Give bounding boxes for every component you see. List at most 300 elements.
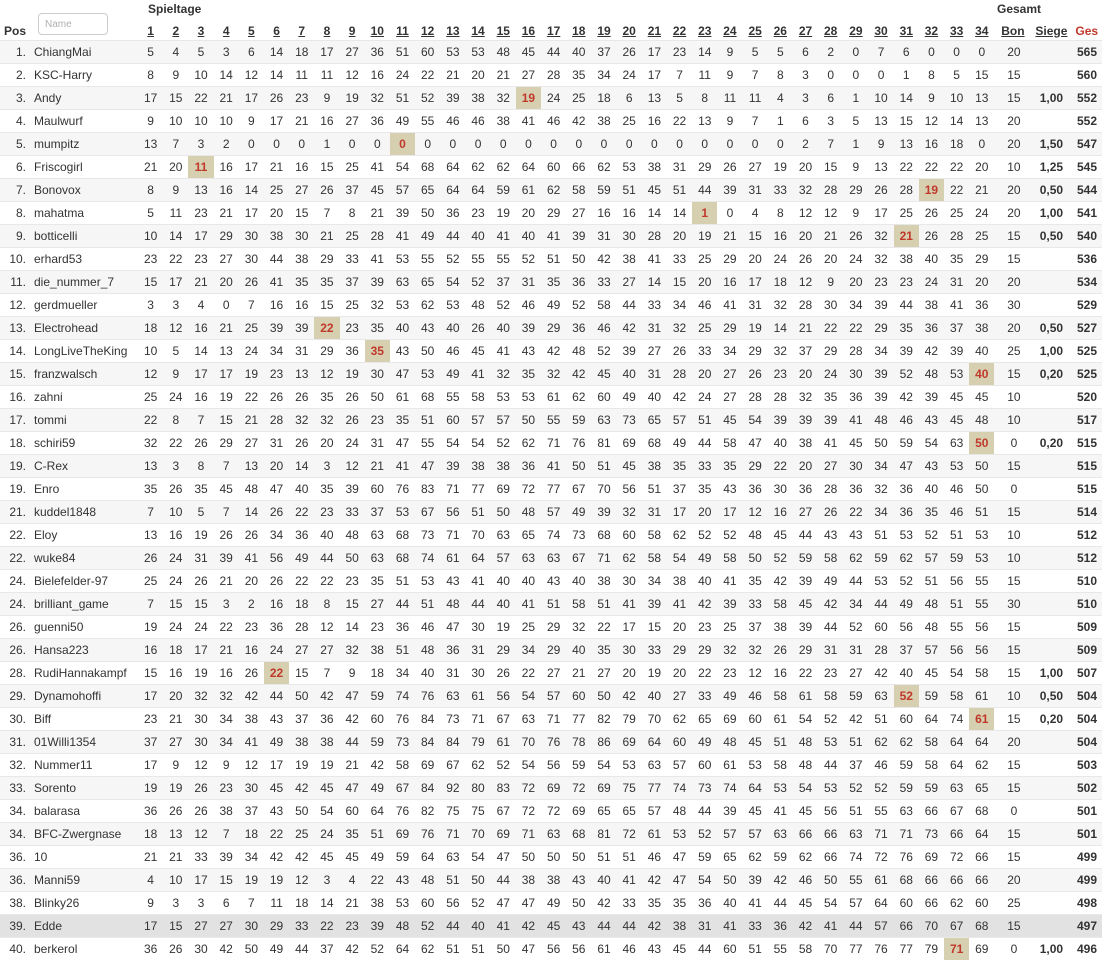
matchday-cell: 26 (919, 201, 944, 224)
matchday-cell: 43 (264, 707, 289, 730)
matchday-cell: 53 (944, 362, 969, 385)
matchday-cell: 35 (516, 362, 541, 385)
matchday-cell: 0 (591, 132, 616, 155)
wins-value (1031, 247, 1071, 270)
matchday-cell: 52 (415, 86, 440, 109)
matchday-cell: 29 (214, 224, 239, 247)
matchday-header-12[interactable]: 12 (421, 23, 435, 38)
matchday-header-5[interactable]: 5 (248, 23, 255, 38)
matchday-cell: 48 (390, 914, 415, 937)
matchday-header-13[interactable]: 13 (446, 23, 460, 38)
matchday-cell: 47 (415, 454, 440, 477)
matchday-cell: 8 (314, 592, 339, 615)
matchday-cell: 16 (188, 316, 213, 339)
matchday-cell: 43 (919, 454, 944, 477)
row-position: 15. (0, 362, 34, 385)
matchday-cell: 26 (188, 431, 213, 454)
matchday-cell: 38 (491, 109, 516, 132)
matchday-cell: 81 (591, 822, 616, 845)
matchday-cell: 47 (667, 868, 692, 891)
matchday-cell: 34 (264, 523, 289, 546)
matchday-cell: 20 (793, 155, 818, 178)
matchday-cell: 49 (415, 224, 440, 247)
matchday-cell: 25 (692, 247, 717, 270)
player-name: 10 (34, 845, 138, 868)
matchday-cell: 29 (818, 339, 843, 362)
matchday-cell: 8 (919, 63, 944, 86)
matchday-header-17[interactable]: 17 (546, 23, 561, 38)
matchday-cell: 27 (163, 730, 188, 753)
matchday-cell: 57 (491, 408, 516, 431)
matchday-cell: 3 (214, 592, 239, 615)
matchday-cell: 61 (491, 730, 516, 753)
matchday-cell: 17 (138, 914, 163, 937)
matchday-cell: 39 (440, 454, 465, 477)
matchday-cell: 12 (289, 868, 314, 891)
matchday-cell: 41 (465, 569, 490, 592)
matchday-cell: 37 (743, 615, 768, 638)
wins-value (1031, 546, 1071, 569)
wins-value: 1,50 (1031, 132, 1071, 155)
matchday-cell: 28 (667, 362, 692, 385)
matchday-cell: 20 (516, 201, 541, 224)
matchday-cell: 0 (365, 132, 390, 155)
matchday-header-7[interactable]: 7 (298, 23, 306, 38)
matchday-header-34[interactable]: 34 (975, 23, 989, 38)
matchday-cell: 83 (491, 776, 516, 799)
matchday-cell: 2 (239, 592, 264, 615)
matchday-cell: 39 (717, 178, 742, 201)
matchday-header-25[interactable]: 25 (748, 23, 762, 38)
matchday-cell: 59 (692, 845, 717, 868)
matchday-header-2[interactable]: 2 (172, 23, 180, 38)
matchday-header-19[interactable]: 19 (597, 23, 611, 38)
matchday-cell: 13 (289, 362, 314, 385)
row-position: 8. (0, 201, 34, 224)
matchday-cell: 52 (365, 937, 390, 960)
matchday-cell: 6 (894, 40, 919, 63)
matchday-header-6[interactable]: 6 (273, 23, 280, 38)
matchday-cell: 50 (868, 431, 893, 454)
matchday-cell: 26 (793, 247, 818, 270)
matchday-cell: 74 (667, 776, 692, 799)
bonus-value: 20 (994, 316, 1031, 339)
player-name: 01Willi1354 (34, 730, 138, 753)
matchday-cell: 18 (768, 270, 793, 293)
matchday-cell: 26 (264, 385, 289, 408)
matchday-header-31[interactable]: 31 (899, 23, 913, 38)
matchday-cell: 47 (340, 684, 365, 707)
matchday-cell: 26 (264, 569, 289, 592)
matchday-cell: 29 (541, 201, 566, 224)
table-row (0, 592, 1102, 615)
matchday-cell: 73 (415, 523, 440, 546)
matchday-cell: 36 (894, 500, 919, 523)
row-position: 22. (0, 523, 34, 546)
matchday-cell: 46 (591, 316, 616, 339)
matchday-header-1[interactable]: 1 (147, 23, 154, 38)
matchday-cell: 74 (717, 776, 742, 799)
matchday-cell: 25 (969, 224, 994, 247)
matchday-cell: 63 (541, 546, 566, 569)
player-name: BFC-Zwergnase (34, 822, 138, 845)
matchday-cell: 65 (617, 799, 642, 822)
header-row (0, 17, 1102, 40)
matchday-header-29[interactable]: 29 (849, 23, 863, 38)
matchday-header-18[interactable]: 18 (572, 23, 586, 38)
total-points: 504 (1071, 707, 1102, 730)
wins-value (1031, 109, 1071, 132)
matchday-cell: 15 (969, 63, 994, 86)
matchday-cell: 57 (868, 914, 893, 937)
wins-value (1031, 615, 1071, 638)
matchday-cell: 57 (541, 684, 566, 707)
matchday-cell: 15 (314, 155, 339, 178)
matchday-cell: 56 (541, 753, 566, 776)
matchday-cell: 50 (591, 684, 616, 707)
matchday-cell: 41 (617, 868, 642, 891)
matchday-cell: 76 (894, 845, 919, 868)
matchday-cell: 27 (214, 247, 239, 270)
matchday-cell: 64 (919, 707, 944, 730)
matchday-header-22[interactable]: 22 (672, 23, 687, 38)
matchday-cell: 28 (843, 339, 868, 362)
matchday-cell: 50 (566, 845, 591, 868)
matchday-cell: 66 (944, 868, 969, 891)
matchday-cell: 70 (465, 523, 490, 546)
matchday-cell: 47 (390, 362, 415, 385)
matchday-cell: 39 (214, 845, 239, 868)
wins-value (1031, 63, 1071, 86)
matchday-cell: 23 (138, 707, 163, 730)
matchday-cell: 92 (440, 776, 465, 799)
matchday-cell: 47 (894, 454, 919, 477)
best-matchday-cell: 1 (692, 201, 717, 224)
matchday-cell: 36 (843, 385, 868, 408)
matchday-cell: 36 (768, 914, 793, 937)
matchday-cell: 53 (868, 569, 893, 592)
wins-value: 0,20 (1031, 431, 1071, 454)
matchday-cell: 22 (365, 868, 390, 891)
matchday-cell: 31 (465, 638, 490, 661)
matchday-cell: 37 (365, 500, 390, 523)
matchday-cell: 55 (969, 592, 994, 615)
matchday-cell: 32 (314, 408, 339, 431)
matchday-cell: 26 (214, 523, 239, 546)
matchday-cell: 39 (617, 339, 642, 362)
matchday-header-28[interactable]: 28 (824, 23, 838, 38)
matchday-cell: 58 (566, 178, 591, 201)
matchday-header-14[interactable]: 14 (471, 23, 485, 38)
matchday-cell: 44 (692, 431, 717, 454)
matchday-cell: 48 (919, 362, 944, 385)
row-position: 16. (0, 385, 34, 408)
matchday-cell: 36 (365, 109, 390, 132)
matchday-cell: 70 (919, 914, 944, 937)
matchday-cell: 62 (868, 730, 893, 753)
wins-value: 0,50 (1031, 178, 1071, 201)
matchday-cell: 75 (440, 799, 465, 822)
table-row (0, 891, 1102, 914)
matchday-cell: 12 (314, 362, 339, 385)
matchday-cell: 66 (969, 845, 994, 868)
row-position: 26. (0, 615, 34, 638)
matchday-cell: 24 (239, 339, 264, 362)
matchday-header-24[interactable]: 24 (723, 23, 737, 38)
wins-value (1031, 500, 1071, 523)
matchday-cell: 21 (214, 638, 239, 661)
matchday-cell: 40 (566, 569, 591, 592)
matchday-cell: 54 (944, 661, 969, 684)
ges-header[interactable]: Ges (1075, 23, 1099, 38)
matchday-header-9[interactable]: 9 (348, 23, 356, 38)
matchday-cell: 53 (390, 293, 415, 316)
matchday-cell: 42 (591, 891, 616, 914)
matchday-cell: 33 (692, 454, 717, 477)
matchday-cell: 52 (465, 891, 490, 914)
matchday-cell: 58 (566, 592, 591, 615)
matchday-header-4[interactable]: 4 (222, 23, 230, 38)
matchday-cell: 21 (214, 569, 239, 592)
matchday-cell: 52 (465, 270, 490, 293)
matchday-cell: 30 (239, 914, 264, 937)
matchday-cell: 30 (289, 224, 314, 247)
table-row (0, 155, 1102, 178)
matchday-cell: 72 (566, 776, 591, 799)
matchday-header-3[interactable]: 3 (197, 23, 205, 38)
player-name: guenni50 (34, 615, 138, 638)
bonus-value: 10 (994, 155, 1031, 178)
row-position: 30. (0, 707, 34, 730)
matchday-cell: 21 (440, 63, 465, 86)
matchday-cell: 43 (843, 523, 868, 546)
matchday-cell: 63 (541, 822, 566, 845)
matchday-header-30[interactable]: 30 (874, 23, 888, 38)
matchday-cell: 48 (919, 615, 944, 638)
player-name: Friscogirl (34, 155, 138, 178)
matchday-cell: 26 (818, 500, 843, 523)
table-row (0, 408, 1102, 431)
name-filter-input[interactable] (38, 13, 108, 35)
matchday-cell: 21 (138, 845, 163, 868)
siege-header[interactable]: Siege (1035, 23, 1068, 38)
matchday-cell: 46 (868, 753, 893, 776)
matchday-cell: 21 (289, 109, 314, 132)
matchday-header-16[interactable]: 16 (521, 23, 536, 38)
matchday-header-20[interactable]: 20 (622, 23, 636, 38)
row-position: 4. (0, 109, 34, 132)
matchday-cell: 59 (365, 730, 390, 753)
matchday-cell: 54 (591, 753, 616, 776)
matchday-cell: 9 (340, 661, 365, 684)
matchday-cell: 35 (314, 477, 339, 500)
matchday-cell: 45 (843, 431, 868, 454)
matchday-cell: 16 (163, 523, 188, 546)
matchday-header-33[interactable]: 33 (949, 23, 964, 38)
matchday-cell: 36 (969, 293, 994, 316)
matchday-cell: 16 (214, 661, 239, 684)
matchday-header-11[interactable]: 11 (396, 23, 409, 38)
matchday-cell: 19 (743, 316, 768, 339)
matchday-cell: 31 (818, 638, 843, 661)
matchday-cell: 52 (894, 362, 919, 385)
matchday-cell: 32 (743, 638, 768, 661)
matchday-cell: 76 (390, 477, 415, 500)
matchday-cell: 14 (944, 109, 969, 132)
row-position: 40. (0, 937, 34, 960)
matchday-cell: 40 (390, 316, 415, 339)
matchday-cell: 0 (289, 132, 314, 155)
matchday-cell: 69 (617, 431, 642, 454)
matchday-cell: 72 (868, 845, 893, 868)
matchday-cell: 3 (793, 86, 818, 109)
matchday-cell: 35 (692, 477, 717, 500)
matchday-cell: 45 (919, 661, 944, 684)
matchday-cell: 42 (566, 362, 591, 385)
matchday-cell: 45 (642, 178, 667, 201)
matchday-header-15[interactable]: 15 (496, 23, 510, 38)
matchday-cell: 35 (667, 891, 692, 914)
matchday-header-8[interactable]: 8 (323, 23, 331, 38)
wins-value (1031, 822, 1071, 845)
matchday-cell: 26 (314, 178, 339, 201)
matchday-cell: 56 (541, 937, 566, 960)
matchday-cell: 51 (390, 569, 415, 592)
matchday-cell: 32 (617, 500, 642, 523)
matchday-cell: 20 (214, 270, 239, 293)
bonus-value: 15 (994, 753, 1031, 776)
matchday-cell: 51 (969, 500, 994, 523)
matchday-cell: 55 (944, 615, 969, 638)
matchday-cell: 69 (390, 822, 415, 845)
matchday-cell: 25 (264, 178, 289, 201)
matchday-cell: 51 (692, 408, 717, 431)
matchday-cell: 44 (617, 293, 642, 316)
total-points: 501 (1071, 799, 1102, 822)
matchday-cell: 62 (894, 730, 919, 753)
matchday-cell: 18 (365, 661, 390, 684)
matchday-cell: 79 (465, 730, 490, 753)
matchday-cell: 5 (188, 500, 213, 523)
bonus-value: 10 (994, 684, 1031, 707)
matchday-header-27[interactable]: 27 (798, 23, 813, 38)
spieltage-group-label: Spieltage (148, 2, 202, 16)
matchday-cell: 15 (138, 661, 163, 684)
matchday-cell: 50 (239, 937, 264, 960)
matchday-cell: 14 (289, 454, 314, 477)
matchday-cell: 49 (541, 891, 566, 914)
matchday-cell: 77 (642, 776, 667, 799)
matchday-cell: 51 (365, 822, 390, 845)
matchday-cell: 55 (415, 431, 440, 454)
matchday-header-32[interactable]: 32 (924, 23, 939, 38)
matchday-cell: 38 (894, 247, 919, 270)
matchday-cell: 73 (390, 730, 415, 753)
matchday-cell: 68 (415, 385, 440, 408)
matchday-cell: 20 (617, 661, 642, 684)
bon-header[interactable]: Bon (1001, 23, 1025, 38)
matchday-cell: 44 (340, 730, 365, 753)
row-position: 3. (0, 86, 34, 109)
matchday-cell: 49 (692, 730, 717, 753)
matchday-cell: 54 (743, 408, 768, 431)
standings-table (0, 17, 1102, 960)
matchday-cell: 35 (667, 454, 692, 477)
matchday-cell: 60 (868, 615, 893, 638)
matchday-cell: 56 (491, 684, 516, 707)
matchday-cell: 70 (818, 937, 843, 960)
matchday-cell: 54 (793, 776, 818, 799)
table-row (0, 201, 1102, 224)
row-position: 21. (0, 500, 34, 523)
player-name: kuddel1848 (34, 500, 138, 523)
matchday-cell: 27 (818, 454, 843, 477)
matchday-cell: 72 (516, 799, 541, 822)
matchday-cell: 47 (516, 937, 541, 960)
matchday-cell: 58 (591, 293, 616, 316)
matchday-cell: 15 (188, 592, 213, 615)
matchday-cell: 12 (138, 362, 163, 385)
matchday-cell: 51 (390, 638, 415, 661)
matchday-header-21[interactable]: 21 (647, 23, 662, 38)
matchday-cell: 28 (818, 477, 843, 500)
matchday-header-10[interactable]: 10 (370, 23, 384, 38)
matchday-cell: 42 (239, 684, 264, 707)
matchday-cell: 37 (138, 730, 163, 753)
total-points: 501 (1071, 822, 1102, 845)
standings-body (0, 40, 1102, 960)
matchday-cell: 49 (667, 431, 692, 454)
total-points: 552 (1071, 109, 1102, 132)
matchday-cell: 33 (667, 247, 692, 270)
matchday-cell: 49 (365, 776, 390, 799)
matchday-cell: 24 (818, 362, 843, 385)
matchday-cell: 39 (214, 546, 239, 569)
matchday-cell: 14 (768, 316, 793, 339)
matchday-cell: 23 (667, 40, 692, 63)
total-points: 498 (1071, 891, 1102, 914)
matchday-cell: 15 (289, 201, 314, 224)
matchday-cell: 24 (768, 247, 793, 270)
matchday-cell: 8 (768, 201, 793, 224)
matchday-cell: 34 (516, 638, 541, 661)
matchday-header-23[interactable]: 23 (698, 23, 712, 38)
matchday-cell: 11 (743, 86, 768, 109)
matchday-cell: 44 (894, 293, 919, 316)
matchday-cell: 62 (944, 891, 969, 914)
matchday-cell: 10 (163, 500, 188, 523)
matchday-cell: 40 (642, 684, 667, 707)
row-position: 22. (0, 546, 34, 569)
matchday-cell: 52 (843, 615, 868, 638)
matchday-cell: 51 (667, 178, 692, 201)
matchday-cell: 59 (919, 684, 944, 707)
matchday-cell: 44 (692, 178, 717, 201)
matchday-cell: 52 (692, 523, 717, 546)
matchday-cell: 26 (843, 224, 868, 247)
matchday-cell: 67 (566, 477, 591, 500)
matchday-cell: 44 (692, 799, 717, 822)
matchday-cell: 64 (642, 730, 667, 753)
matchday-cell: 40 (919, 247, 944, 270)
matchday-cell: 34 (642, 569, 667, 592)
player-name: Eloy (34, 523, 138, 546)
matchday-cell: 38 (591, 109, 616, 132)
matchday-cell: 29 (667, 638, 692, 661)
matchday-cell: 29 (969, 247, 994, 270)
matchday-header-26[interactable]: 26 (773, 23, 787, 38)
matchday-cell: 59 (768, 845, 793, 868)
